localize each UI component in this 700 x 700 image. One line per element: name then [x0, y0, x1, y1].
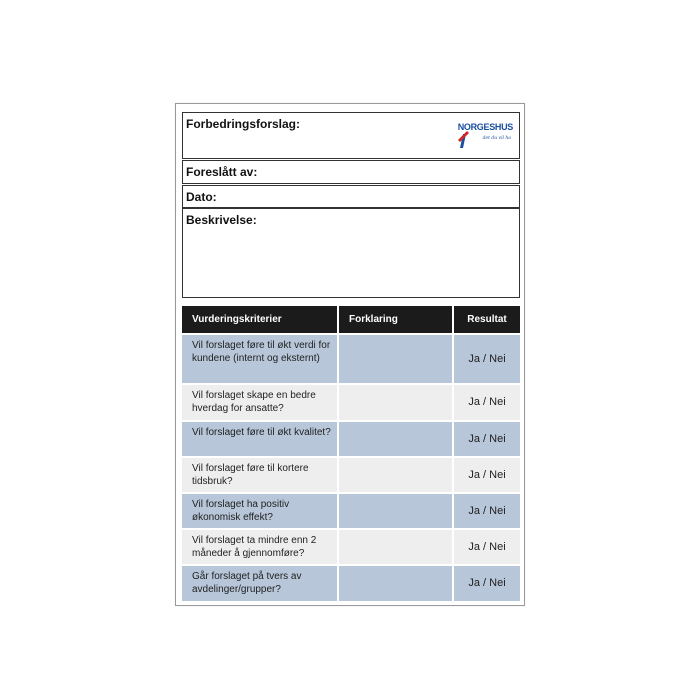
logo-tagline: det du vil ha — [482, 136, 511, 141]
description-label: Beskrivelse: — [186, 213, 257, 227]
result-cell[interactable]: Ja / Nei — [454, 566, 520, 601]
explanation-cell[interactable] — [339, 422, 452, 456]
proposed-by-field[interactable] — [182, 160, 520, 184]
suggestion-field[interactable] — [182, 112, 520, 159]
criteria-cell: Går forslaget på tvers av avdelinger/grupper? — [182, 566, 337, 601]
norgeshus-logo-mark-icon — [457, 130, 469, 148]
explanation-cell[interactable] — [339, 385, 452, 420]
evaluation-table — [182, 306, 520, 601]
date-field[interactable] — [182, 185, 520, 208]
criteria-cell: Vil forslaget føre til kortere tidsbruk? — [182, 458, 337, 492]
explanation-cell[interactable] — [339, 335, 452, 383]
result-cell[interactable]: Ja / Nei — [454, 530, 520, 564]
criteria-cell: Vil forslaget ta mindre enn 2 måneder å gjennomføre? — [182, 530, 337, 564]
result-cell[interactable]: Ja / Nei — [454, 458, 520, 492]
logo-brand-text: NORGESHUS — [457, 122, 513, 132]
criteria-cell: Vil forslaget føre til økt kvalitet? — [182, 422, 337, 456]
norgeshus-logo — [455, 116, 515, 150]
criteria-cell: Vil forslaget skape en bedre hverdag for ansatte? — [182, 385, 337, 420]
suggestion-form-sheet — [175, 103, 525, 606]
header-explanation: Forklaring — [339, 306, 452, 333]
criteria-cell: Vil forslaget føre til økt verdi for kundene (internt og eksternt) — [182, 335, 337, 383]
description-field[interactable] — [182, 208, 520, 298]
header-result: Resultat — [454, 306, 520, 333]
result-cell[interactable]: Ja / Nei — [454, 335, 520, 383]
date-label: Dato: — [186, 190, 217, 204]
result-cell[interactable]: Ja / Nei — [454, 385, 520, 420]
explanation-cell[interactable] — [339, 566, 452, 601]
result-cell[interactable]: Ja / Nei — [454, 422, 520, 456]
explanation-cell[interactable] — [339, 494, 452, 528]
explanation-cell[interactable] — [339, 530, 452, 564]
header-criteria: Vurderingskriterier — [182, 306, 337, 333]
explanation-cell[interactable] — [339, 458, 452, 492]
proposed-by-label: Foreslått av: — [186, 165, 258, 179]
result-cell[interactable]: Ja / Nei — [454, 494, 520, 528]
suggestion-label: Forbedringsforslag: — [186, 117, 301, 131]
criteria-cell: Vil forslaget ha positiv økonomisk effekt? — [182, 494, 337, 528]
